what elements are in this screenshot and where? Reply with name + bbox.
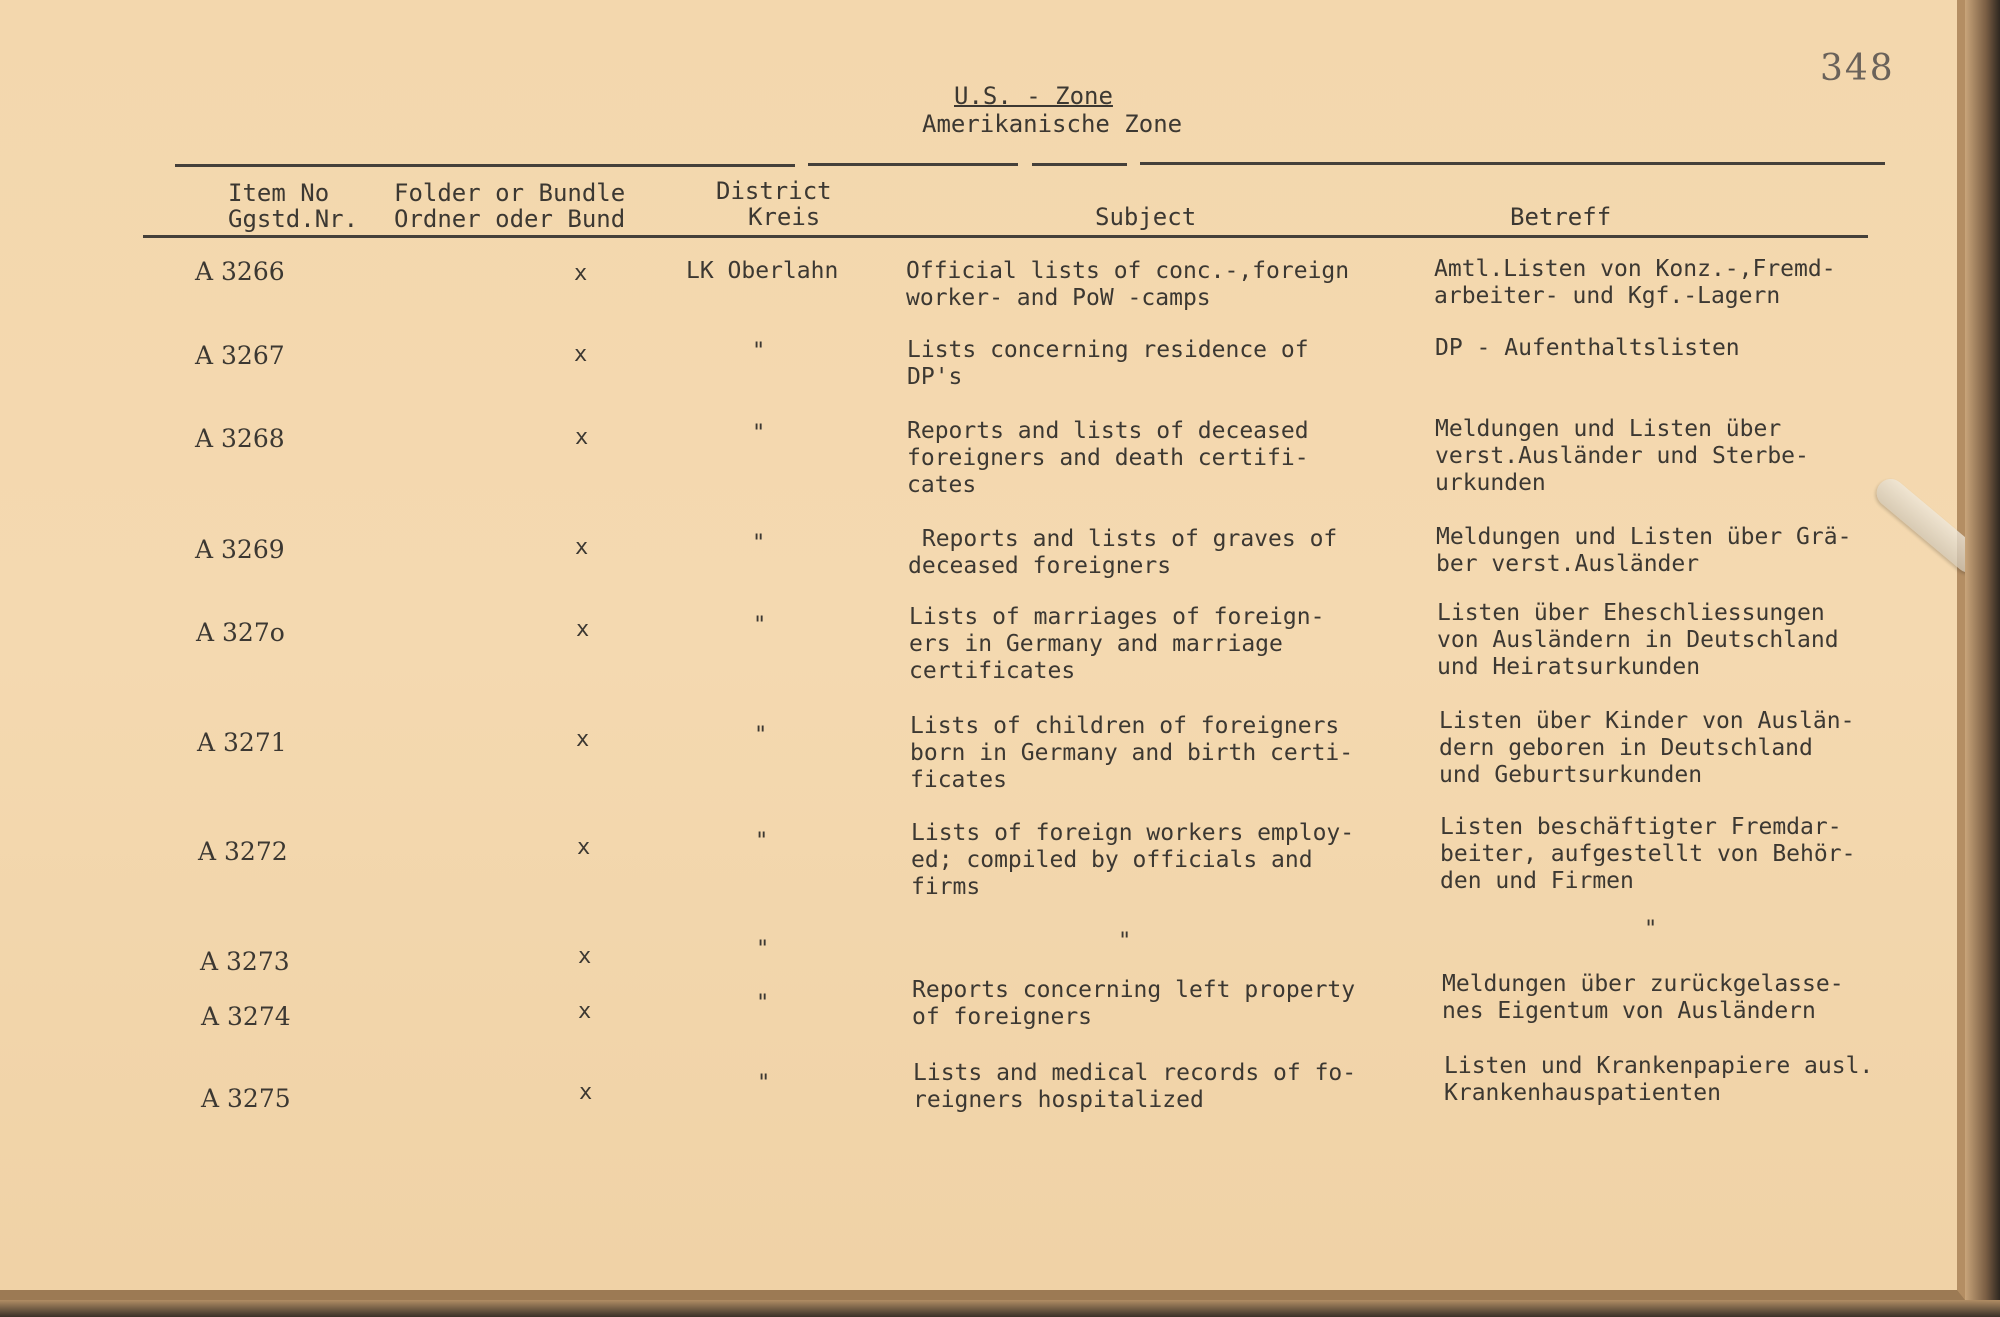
subject: Official lists of conc.-,foreign worker- and PoW -camps: [906, 258, 1350, 311]
header-district-de: Kreis: [748, 203, 821, 231]
top-rule-segment: [1032, 163, 1127, 166]
item-number: A 3275: [201, 1084, 291, 1113]
folder-mark: x: [574, 261, 588, 286]
item-number: A 3269: [195, 535, 285, 564]
subject: Lists of children of foreigners born in Germany and birth certi- ficates: [910, 713, 1354, 793]
district-ditto: ": [753, 613, 767, 638]
header-betreff: Betreff: [1510, 203, 1612, 231]
zone-subtitle: Amerikanische Zone: [922, 110, 1183, 138]
betreff-ditto: ": [1644, 917, 1658, 942]
subject: Lists of foreign workers employ- ed; compiled by officials and firms: [911, 820, 1355, 900]
district-ditto: ": [754, 723, 768, 748]
betreff: Meldungen und Listen über verst.Ausländer und Sterbe- urkunden: [1435, 416, 1809, 496]
district-ditto: ": [752, 339, 766, 364]
item-number: A 3274: [201, 1002, 291, 1031]
subject-ditto: ": [1118, 929, 1132, 954]
folder-mark: x: [575, 535, 589, 560]
subject: Lists concerning residence of DP's: [907, 337, 1309, 390]
item-number: A 3267: [195, 341, 285, 370]
header-folder-de: Ordner oder Bund: [394, 205, 626, 233]
subject: Reports and lists of deceased foreigners and death certifi- cates: [907, 418, 1309, 498]
subject: Lists of marriages of foreign- ers in Germany and marriage certificates: [909, 604, 1325, 684]
district-ditto: ": [757, 1071, 771, 1096]
district-ditto: ": [756, 937, 770, 962]
header-district: District: [716, 177, 832, 205]
folder-mark: x: [576, 727, 590, 752]
item-number: A 3271: [197, 728, 287, 757]
header-item-no-de: Ggstd.Nr.: [228, 205, 359, 233]
betreff: Listen und Krankenpapiere ausl. Krankenhauspatienten: [1444, 1053, 1874, 1106]
item-number: A 3272: [198, 837, 288, 866]
folder-mark: x: [574, 342, 588, 367]
folder-mark: x: [578, 999, 592, 1024]
book-edge: [1965, 0, 2000, 1317]
subject: Lists and medical records of fo- reigners hospitalized: [913, 1060, 1357, 1113]
betreff: Amtl.Listen von Konz.-,Fremd- arbeiter- und Kgf.-Lagern: [1434, 256, 1836, 309]
top-rule-segment: [808, 163, 1018, 166]
item-number: A 327o: [196, 618, 285, 647]
folder-mark: x: [575, 425, 589, 450]
folder-mark: x: [576, 617, 590, 642]
header-subject: Subject: [1095, 203, 1197, 231]
header-rule: [143, 235, 1868, 238]
betreff: Meldungen über zurückgelasse- nes Eigentum von Ausländern: [1442, 971, 1844, 1024]
folder-mark: x: [577, 835, 591, 860]
page-number: 348: [1820, 48, 1895, 89]
item-number: A 3268: [195, 424, 285, 453]
folder-mark: x: [578, 944, 592, 969]
betreff: Listen über Kinder von Auslän- dern geboren in Deutschland und Geburtsurkunden: [1439, 708, 1855, 788]
district-ditto: ": [752, 421, 766, 446]
betreff: Listen über Eheschliessungen von Ausländern in Deutschland und Heiratsurkunden: [1437, 600, 1839, 680]
subject: Reports concerning left property of foreigners: [912, 977, 1356, 1030]
zone-title: U.S. - Zone: [954, 82, 1113, 110]
header-folder: Folder or Bundle: [394, 179, 626, 207]
district: LK Oberlahn: [686, 258, 839, 284]
betreff: DP - Aufenthaltslisten: [1435, 335, 1740, 361]
book-bottom-edge: [0, 1300, 2000, 1317]
district-ditto: ": [755, 829, 769, 854]
district-ditto: ": [752, 531, 766, 556]
subject: Reports and lists of graves of deceased foreigners: [908, 526, 1338, 579]
top-rule-segment: [175, 164, 795, 167]
header-item-no: Item No: [228, 179, 330, 207]
item-number: A 3266: [195, 257, 285, 286]
district-ditto: ": [756, 991, 770, 1016]
item-number: A 3273: [200, 947, 290, 976]
betreff: Meldungen und Listen über Grä- ber verst.Ausländer: [1436, 524, 1852, 577]
top-rule-segment: [1140, 162, 1885, 165]
betreff: Listen beschäftigter Fremdar- beiter, aufgestellt von Behör- den und Firmen: [1440, 814, 1856, 894]
folder-mark: x: [579, 1080, 593, 1105]
